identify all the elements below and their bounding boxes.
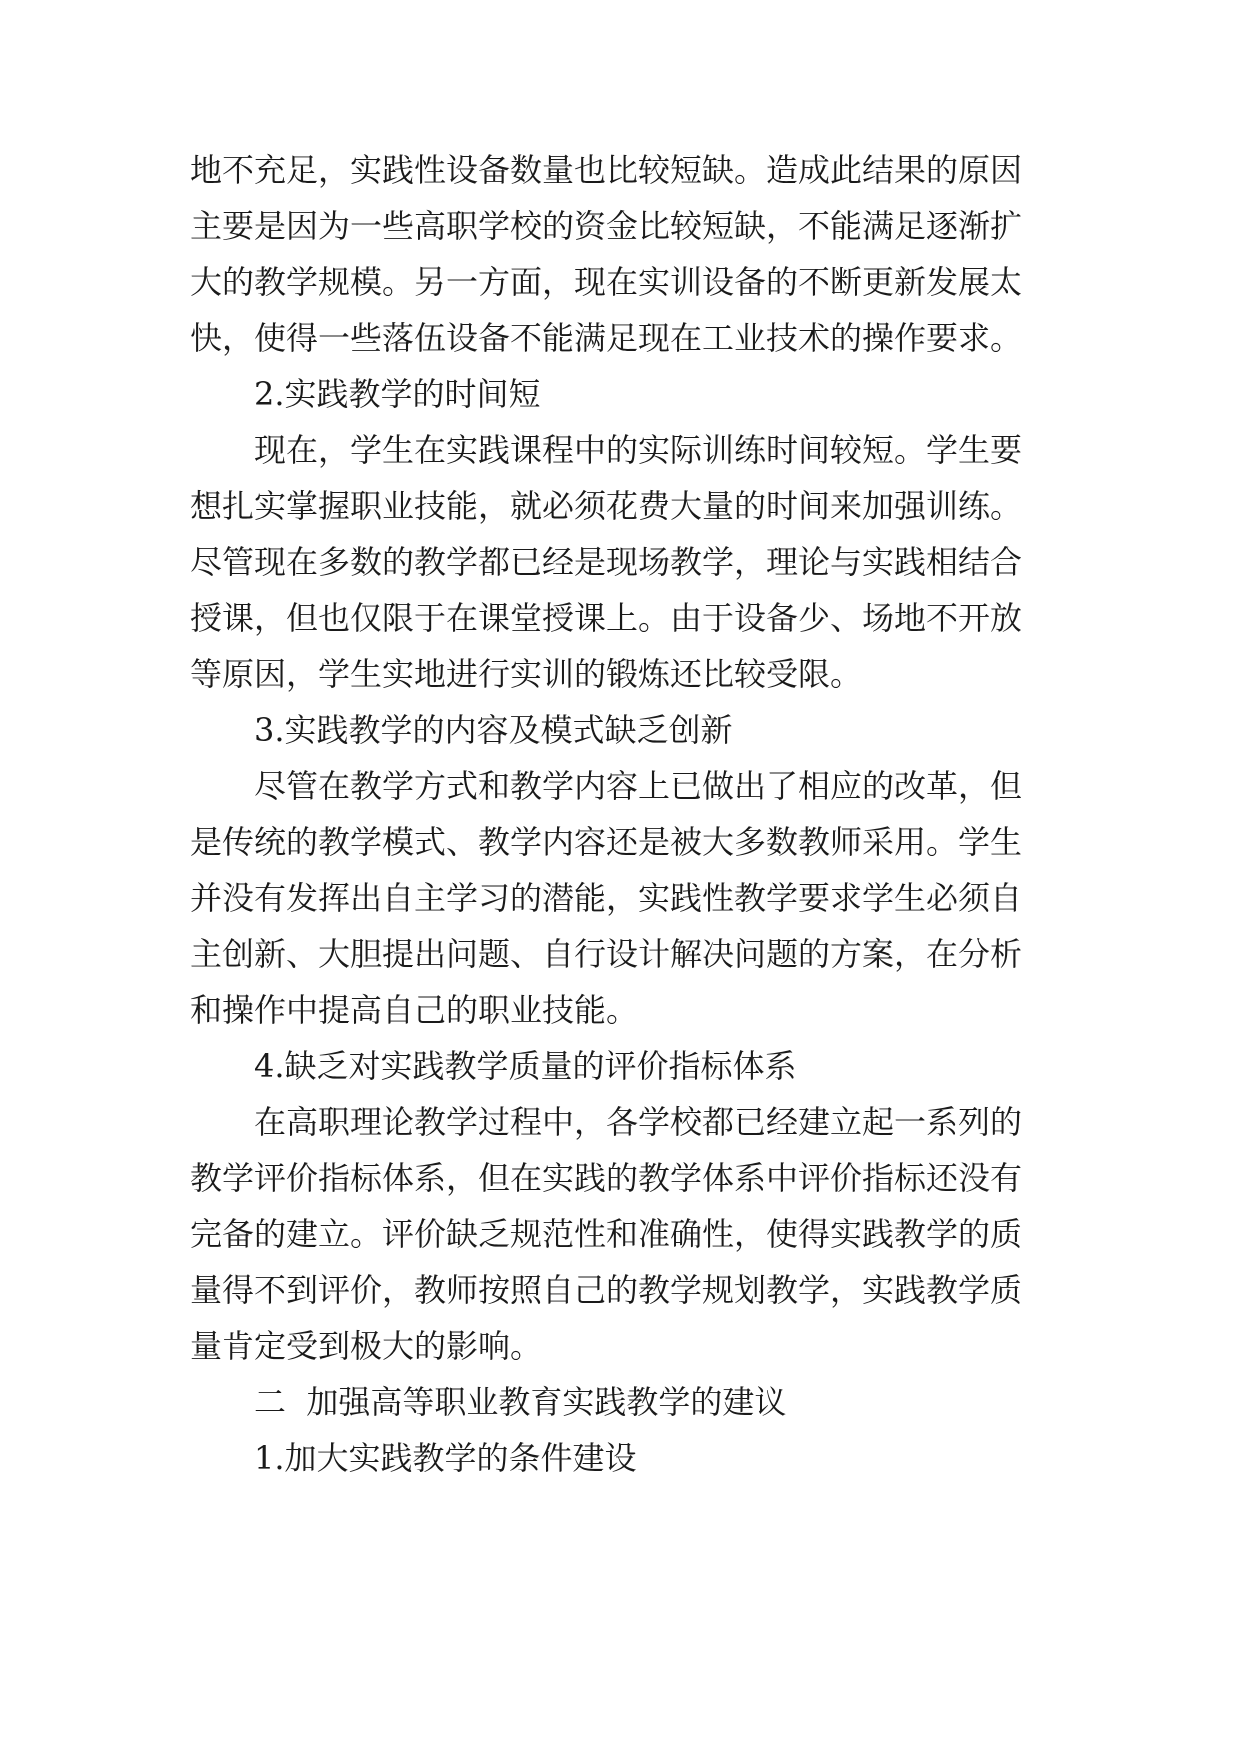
text-line: 主创新、大胆提出问题、自行设计解决问题的方案，在分析 bbox=[190, 935, 1023, 973]
section-heading: 1.加大实践教学的条件建设 bbox=[254, 1439, 637, 1477]
text-line: 教学评价指标体系，但在实践的教学体系中评价指标还没有 bbox=[190, 1159, 1023, 1197]
section-heading: 4.缺乏对实践教学质量的评价指标体系 bbox=[254, 1047, 797, 1085]
text-line: 是传统的教学模式、教学内容还是被大多数教师采用。学生 bbox=[190, 823, 1023, 861]
text-line: 尽管现在多数的教学都已经是现场教学，理论与实践相结合 bbox=[190, 543, 1023, 581]
text-line: 量肯定受到极大的影响。 bbox=[190, 1327, 543, 1365]
text-line: 和操作中提高自己的职业技能。 bbox=[190, 991, 639, 1029]
text-line: 地不充足，实践性设备数量也比较短缺。造成此结果的原因 bbox=[190, 151, 1023, 189]
section-heading: 3.实践教学的内容及模式缺乏创新 bbox=[254, 711, 733, 749]
section-heading: 2.实践教学的时间短 bbox=[254, 375, 541, 413]
text-line: 完备的建立。评价缺乏规范性和准确性，使得实践教学的质 bbox=[190, 1215, 1023, 1253]
text-line: 现在，学生在实践课程中的实际训练时间较短。学生要 bbox=[254, 431, 1023, 469]
text-line: 主要是因为一些高职学校的资金比较短缺，不能满足逐渐扩 bbox=[190, 207, 1023, 245]
text-line: 快，使得一些落伍设备不能满足现在工业技术的操作要求。 bbox=[190, 319, 1023, 357]
text-line: 想扎实掌握职业技能，就必须花费大量的时间来加强训练。 bbox=[190, 487, 1023, 525]
text-line: 等原因，学生实地进行实训的锻炼还比较受限。 bbox=[190, 655, 863, 693]
text-line: 授课，但也仅限于在课堂授课上。由于设备少、场地不开放 bbox=[190, 599, 1023, 637]
text-line: 尽管在教学方式和教学内容上已做出了相应的改革，但 bbox=[254, 767, 1023, 805]
text-line: 在高职理论教学过程中，各学校都已经建立起一系列的 bbox=[254, 1103, 1023, 1141]
text-line: 并没有发挥出自主学习的潜能，实践性教学要求学生必须自 bbox=[190, 879, 1023, 917]
text-line: 量得不到评价，教师按照自己的教学规划教学，实践教学质 bbox=[190, 1271, 1023, 1309]
chapter-heading: 二 加强高等职业教育实践教学的建议 bbox=[254, 1383, 787, 1421]
text-line: 大的教学规模。另一方面，现在实训设备的不断更新发展太 bbox=[190, 263, 1023, 301]
